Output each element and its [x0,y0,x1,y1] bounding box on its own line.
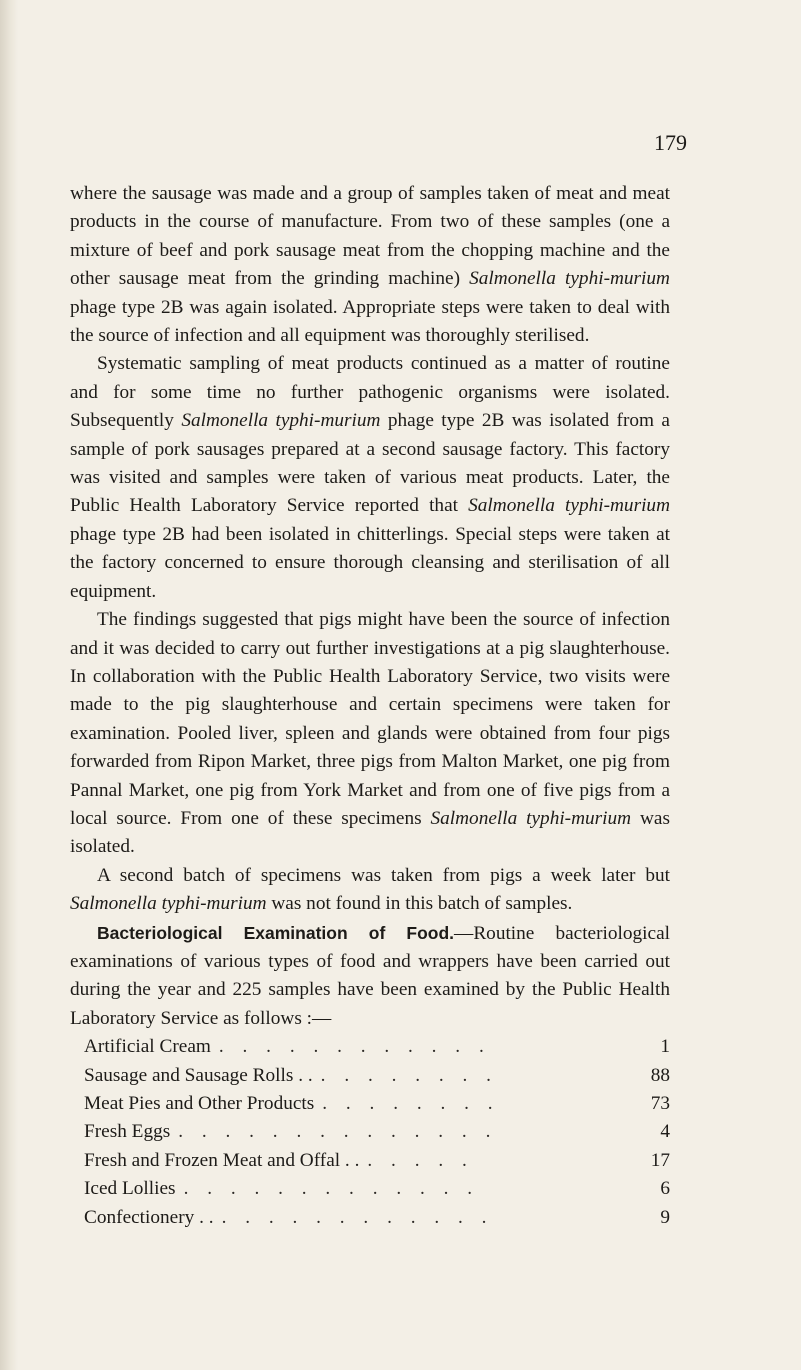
list-item [70,1090,670,1118]
samples-list [70,1033,670,1232]
leader-dots: . . . . . . . . . . . . . [183,1178,480,1200]
leader-dots: . . . . . [367,1149,474,1171]
sample-name: Fresh and Frozen Meat and Offal . . [84,1149,360,1171]
text-run: Systematic sampling of meat products continued as a matter of routine and for some time no further pathogenic organisms were isolated. Subsequently [70,353,670,432]
sample-name: Artificial Cream [84,1036,211,1058]
page-binding-edge [0,0,18,1370]
paragraph-sausage-factory [70,180,670,350]
list-item [70,1118,670,1146]
sample-name: Confectionery . . [84,1206,214,1228]
species-name: Salmonella typhi-murium [70,893,267,915]
paragraph-second-batch [70,862,670,919]
text-run: —Routine bacteriological examinations of various types of food and wrappers have been carried out during the year and 225 samples have been examined by the Public Health Laboratory Service as follows :— [70,922,671,1029]
sample-name: Fresh Eggs [84,1121,171,1143]
list-item [70,1204,670,1232]
leader-dots: . . . . . . . . . . . . . . [178,1121,498,1143]
page-number: 179 [654,130,687,155]
list-item [70,1147,670,1175]
sample-name: Iced Lollies [84,1178,176,1200]
body-text [70,180,670,1232]
list-item [70,1175,670,1203]
text-run: A second batch of specimens was taken from pigs a week later but [97,864,670,886]
list-item [70,1033,670,1061]
paragraph-pig-slaughterhouse [70,606,670,862]
text-run: The findings suggested that pigs might have been the source of infection and it was decided to carry out further investigations at a pig slaughterhouse. In collaboration with the Public Health Laboratory Service, two visits were made to the pig slaughterhouse and certain specimens were taken for examination. Pooled liver, spleen and glands were obtained from four pigs forwarded from Ripon Market, three pigs from Malton Market, one pig from Pannal Market, one pig from York Market and from one of five pigs from a local source. From one of these specimens [70,609,670,829]
sample-count: 1 [660,1036,670,1058]
text-run: where the sausage was made and a group of samples taken of meat and meat products in the course of manufacture. From two of these samples (one a mixture of beef and pork sausage meat from the chopping machine and the other sausage meat from the grinding machine) [70,183,670,290]
paragraph-systematic-sampling [70,350,670,606]
sample-count: 6 [660,1178,670,1200]
paragraph-bacteriological-examination [70,919,670,1034]
text-run: was not found in this batch of samples. [266,893,573,915]
text-run: was isolated. [70,807,670,858]
sample-count: 88 [650,1064,670,1086]
list-item [70,1062,670,1090]
species-name: Salmonella typhi-murium [181,410,381,432]
sample-count: 4 [660,1121,670,1143]
sample-count: 73 [650,1092,670,1114]
text-run: phage type 2B was isolated from a sample of pork sausages prepared at a second sausage factory. This factory was visited and samples were taken of various meat products. Later, the Public Health Laboratory Service reported that [70,410,670,517]
text-run: phage type 2B was again isolated. Appropriate steps were taken to deal with the source of infection and all equipment was thoroughly sterilised. [70,296,670,347]
section-heading: Bacteriological Examination of Food. [97,922,455,943]
leader-dots: . . . . . . . . [320,1064,498,1086]
species-name: Salmonella typhi-murium [468,495,671,517]
leader-dots: . . . . . . . . . . . . [218,1036,491,1058]
species-name: Salmonella typhi-murium [469,268,670,290]
sample-count: 17 [650,1149,670,1171]
sample-name: Meat Pies and Other Products [84,1092,315,1114]
text-run: phage type 2B had been isolated in chitterlings. Special steps were taken at the factory concerned to ensure thorough cleansing and sterilisation of all equipment. [70,523,670,602]
sample-count: 9 [660,1206,670,1228]
species-name: Salmonella typhi-murium [430,807,632,829]
leader-dots: . . . . . . . . . . . . [221,1206,494,1228]
sample-name: Sausage and Sausage Rolls . . [84,1064,313,1086]
leader-dots: . . . . . . . . [322,1092,500,1114]
